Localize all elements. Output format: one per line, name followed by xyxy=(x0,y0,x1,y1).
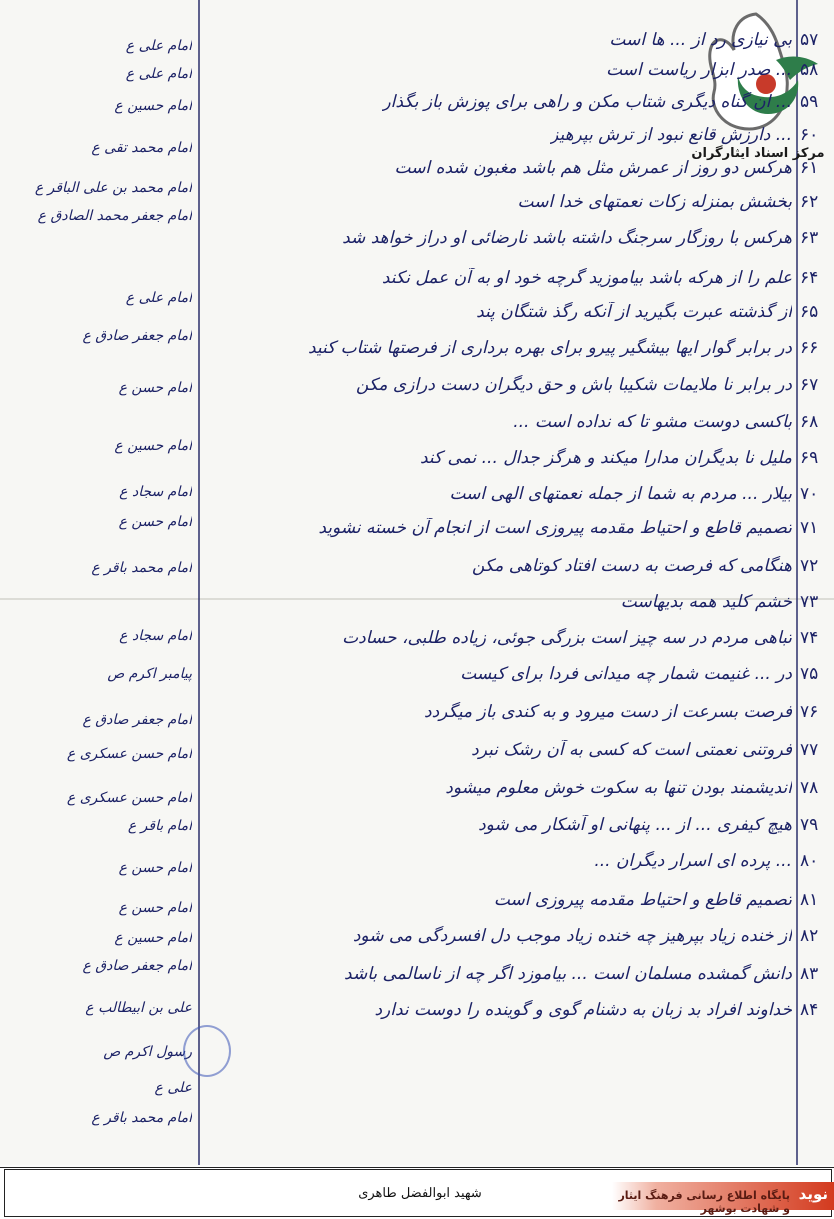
attribution-item: امام جعفر محمد الصادق ع xyxy=(37,208,192,224)
stamp-mark xyxy=(183,1025,231,1077)
saying-line: از خنده زیاد بپرهیز چه خنده زیاد موجب دل افسردگی می شود xyxy=(352,926,792,946)
saying-line: در برابر گوار ایها بیشگیر پیرو برای بهره برداری از فرصتها شتاب کنید xyxy=(308,338,792,358)
saying-line: هیچ کیفری ... از ... پنهانی او آشکار می شود xyxy=(478,815,792,835)
attribution-item: امام حسین ع xyxy=(114,98,192,114)
saying-line: هرکس دو روز از عمرش مثل هم باشد مغبون شده است xyxy=(394,158,792,178)
line-number: ۵۷ xyxy=(800,30,819,50)
brand-logo-icon: نوید xyxy=(798,1185,828,1203)
source-brand[interactable] xyxy=(612,1182,834,1215)
saying-line: تصمیم قاطع و احتیاط مقدمه پیروزی است از انجام آن خسته نشوید xyxy=(318,518,792,538)
number-column-rule xyxy=(796,0,798,1165)
attribution-item: امام جعفر صادق ع xyxy=(82,712,192,728)
attribution-item: امام سجاد ع xyxy=(119,628,192,644)
attribution-item: امام حسن عسکری ع xyxy=(66,746,192,762)
line-number: ۶۹ xyxy=(800,448,819,468)
logo-caption: مرکز اسناد ایثارگران xyxy=(691,146,825,161)
attribution-item: امام علی ع xyxy=(125,66,192,82)
line-number: ۵۹ xyxy=(800,92,819,112)
saying-line: هرکس با روزگار سرجنگ داشته باشد نارضائی او دراز خواهد شد xyxy=(342,228,792,248)
line-number: ۷۹ xyxy=(800,815,819,835)
attribution-item: امام حسین ع xyxy=(114,438,192,454)
line-number: ۶۸ xyxy=(800,412,819,432)
attribution-item: امام حسن ع xyxy=(118,860,192,876)
attribution-item: امام باقر ع xyxy=(127,818,192,834)
attribution-item: علی بن ابیطالب ع xyxy=(85,1000,192,1016)
saying-line: هنگامی که فرصت به دست افتاد کوتاهی مکن xyxy=(471,556,792,576)
saying-line: دانش گمشده مسلمان است ... بیاموزد اگر چه از ناسالمی باشد xyxy=(344,964,792,984)
saying-line: تصمیم قاطع و احتیاط مقدمه پیروزی است xyxy=(493,890,792,910)
line-number: ۷۲ xyxy=(800,556,819,576)
line-number: ۶۶ xyxy=(800,338,819,358)
line-number: ۷۳ xyxy=(800,592,819,612)
line-number: ۶۰ xyxy=(800,125,819,145)
attribution-item: پیامبر اکرم ص xyxy=(107,666,192,682)
saying-line: ... پرده ای اسرار دیگران ... xyxy=(594,851,792,871)
attribution-item: امام علی ع xyxy=(125,290,192,306)
attribution-item: امام حسن ع xyxy=(118,514,192,530)
line-number: ۸۰ xyxy=(800,851,819,871)
saying-line: در برابر نا ملایمات شکیبا باش و حق دیگران دست درازی مکن xyxy=(356,375,792,395)
saying-line: بخشش بمنزله زکات نعمتهای خدا است xyxy=(517,192,792,212)
saying-line: علم را از هرکه باشد بیاموزید گرچه خود او به آن عمل نکند xyxy=(381,268,792,288)
line-number: ۸۲ xyxy=(800,926,819,946)
attribution-item: علی ع xyxy=(154,1080,192,1096)
attribution-item: امام محمد باقر ع xyxy=(91,1110,192,1126)
saying-line: ملیل نا بدیگران مدارا میکند و هرگز جدال ... نمی کند xyxy=(419,448,792,468)
line-number: ۶۴ xyxy=(800,268,819,288)
attribution-item: امام حسن ع xyxy=(118,900,192,916)
attribution-item: امام حسین ع xyxy=(114,930,192,946)
saying-line: بیلار ... مردم به شما از جمله نعمتهای الهی است xyxy=(449,484,792,504)
attribution-item: امام حسن ع xyxy=(118,380,192,396)
line-number: ۷۵ xyxy=(800,664,819,684)
attribution-item: امام علی ع xyxy=(125,38,192,54)
line-number: ۷۸ xyxy=(800,778,819,798)
saying-line: اندیشمند بودن تنها به سکوت خوش معلوم میشود xyxy=(445,778,792,798)
saying-line: بی نیازی رد از ... ها است xyxy=(609,30,792,50)
saying-line: ... ان گناه دیگری شتاب مکن و راهی برای پوزش باز بگذار xyxy=(382,92,792,112)
attribution-item: امام محمد بن علی الباقر ع xyxy=(34,180,192,196)
saying-line: فروتنی نعمتی است که کسی به آن رشک نبرد xyxy=(471,740,792,760)
saying-line: خشم کلید همه بدیهاست xyxy=(620,592,792,612)
attribution-item: امام جعفر صادق ع xyxy=(82,328,192,344)
line-number: ۷۷ xyxy=(800,740,819,760)
line-number: ۶۳ xyxy=(800,228,819,248)
saying-line: ... صدر ابزار ریاست است xyxy=(606,60,792,80)
attribution-item: امام محمد باقر ع xyxy=(91,560,192,576)
line-number: ۶۲ xyxy=(800,192,819,212)
line-number: ۷۰ xyxy=(800,484,819,504)
attribution-item: امام حسن عسکری ع xyxy=(66,790,192,806)
saying-line: فرصت بسرعت از دست میرود و به کندی باز میگردد xyxy=(424,702,792,722)
line-number: ۵۸ xyxy=(800,60,819,80)
brand-label: پایگاه اطلاع رسانی فرهنگ ایثار و شهادت بوشهر xyxy=(618,1189,790,1215)
saying-line: باکسی دوست مشو تا که نداده است ... xyxy=(513,412,792,432)
saying-line: از گذشته عبرت بگیرید از آنکه رگذ شتگان پند xyxy=(476,302,792,322)
saying-line: در ... غنیمت شمار چه میدانی فردا برای کیست xyxy=(460,664,792,684)
margin-rule xyxy=(198,0,200,1165)
saying-line: ... دارزش قانع نبود از ترش بپرهیز xyxy=(550,125,792,145)
attribution-item: امام جعفر صادق ع xyxy=(82,958,192,974)
line-number: ۷۱ xyxy=(800,518,819,538)
line-number: ۷۴ xyxy=(800,628,819,648)
attribution-item: امام محمد تقی ع xyxy=(91,140,192,156)
line-number: ۷۶ xyxy=(800,702,819,722)
line-number: ۶۷ xyxy=(800,375,819,395)
line-number: ۸۳ xyxy=(800,964,819,984)
saying-line: خداوند افراد بد زبان به دشنام گوی و گوینده را دوست ندارد xyxy=(374,1000,792,1020)
saying-line: تباهی مردم در سه چیز است بزرگی جوئی، زیاده طلبی، حسادت xyxy=(342,628,792,648)
line-number: ۶۵ xyxy=(800,302,819,322)
line-number: ۸۱ xyxy=(800,890,819,910)
attribution-item: رسول اکرم ص xyxy=(103,1044,192,1060)
line-number: ۸۴ xyxy=(800,1000,819,1020)
martyr-caption: شهید ابوالفضل طاهری xyxy=(358,1186,482,1201)
line-number: ۶۱ xyxy=(800,158,819,178)
attribution-item: امام سجاد ع xyxy=(119,484,192,500)
